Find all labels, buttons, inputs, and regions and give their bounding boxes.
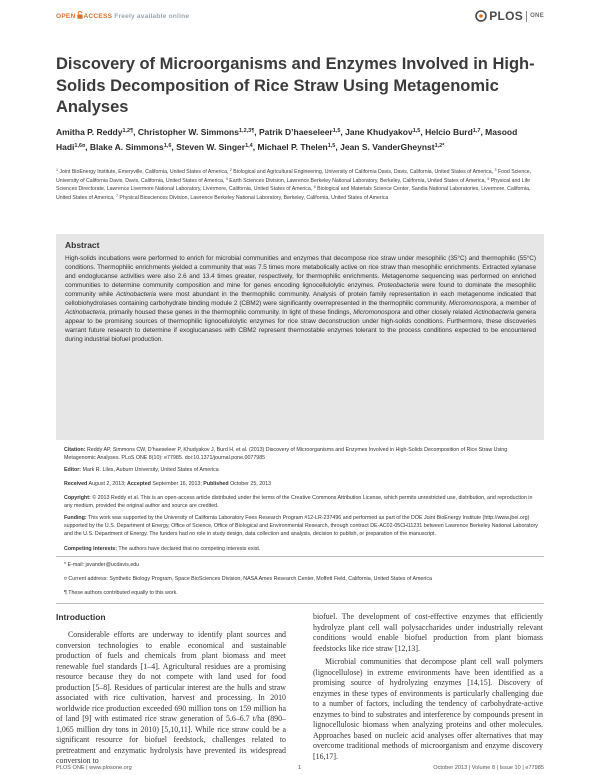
dates-note: Received August 2, 2013; Accepted September 16, 2013; Published October 25, 2013 — [64, 481, 272, 487]
freely-available-label: Freely available online — [114, 13, 190, 20]
one-wordmark: ONE — [530, 13, 544, 19]
affiliation-text: Physical and Life Sciences Directorate, Lawrence Livermore National Laboratory, Livermore, California, United States of America, — [56, 177, 531, 193]
open-access-banner — [56, 11, 189, 21]
affiliation-text: Biological and Agricultural Engineering, University of California Davis, Davis, California, United States of America, — [231, 169, 495, 175]
access-label: ACCESS — [83, 13, 113, 20]
affiliation-list — [56, 168, 544, 202]
editor-note: Editor: Mark R. Liles, Auburn University, United States of America — [64, 467, 219, 473]
journal-header-bar — [56, 9, 544, 25]
affiliation-text: Physical Biosciences Division, Lawrence Berkeley National Laboratory, Berkeley, California, United States of America — [117, 194, 389, 201]
author-name: Patrik D’haeseleer — [259, 127, 333, 137]
affiliation-text: Food Science, University of California Davis, Davis, California, United States of America, — [56, 169, 532, 184]
left-column — [56, 612, 286, 767]
author-name: Helcio Burd — [425, 127, 473, 137]
author-name: Blake A. Simmons — [89, 142, 164, 152]
author-name: Masood Hadi — [56, 127, 518, 152]
author-list: Amitha P. Reddy$^{1,2\P}$, Christopher W. Simmons$^{1,2,3\P}$, Patrik D’haeseleer$^{1,5}$, Jane Khudyakov$^{1,5}$, Helcio Burd$^{1,7}$, Masood Hadi$^{1,6¤}$, Blake A. Simmons$^{1,6}$, Steven W. Singer$^{1,4}$, Michael P. Thelen$^{1,5}$, Jean S. VanderGheynst$^{1,2*}$ — [56, 127, 518, 152]
article-title: Discovery of Microorganisms and Enzymes Involved in High-Solids Decomposition of Rice Straw Using Metagenomic Analyses — [56, 55, 535, 116]
meta-bottom-divider — [56, 603, 544, 604]
funding-note: Funding: This work was supported by the University of California Laboratory Fees Research Program #12-LR-237496 and performed as part of the DOE Joint BioEnergy Institute (http://www.jbei.org) supported by the U.S. Department of Energy, Office of Science, Office of Biological and Environmental Research, through contract DE-AC02-05CH11231 between Lawrence Berkeley National Laboratory and the U.S. Department of Energy. The funders had no role in study design, data collection and analysis, decision to publish, or preparation of the manuscript. — [64, 515, 538, 537]
competing-interests-note: Competing Interests: The authors have declared that no competing interests exist. — [64, 546, 261, 552]
page-footer — [56, 765, 544, 775]
abstract-text: High-solids incubations were performed to enrich for microbial communities and enzymes that decompose rice straw under mesophilic (35°C) and thermophilic (55°C) conditions. Thermophilic enrichments yielded a community that was 7.5 times more metabolically active on rice straw than mesophilic enrichments. Extracted xylanase and endoglucanse activities were also 2.6 and 13.4 times greater, respectively, for thermophilic enrichments. Metagenome sequencing was performed on enriched communities to determine community composition and mine for genes encoding lignocellulolytic enzymes. Proteobacteria were found to dominate the mesophilic community while Actinobacteria were most abundant in the thermophilic community. Analysis of protein family representation in each metagenome indicated that cellobiohydrolases containing carbohydrate binding module 2 (CBM2) were significantly overrepresented in the thermophilic community. Micromonospora, a member of Actinobacteria, primarily housed these genes in the thermophilic community. In light of these findings, Micromonospora and other closely related Actinobacteria genera appear to be promising sources of thermophilic lignocellulolytic enzymes for rice straw deconstruction under high-solids conditions. Furthermore, these discoveries warrant future research to determine if exoglucanases with CBM2 represent thermostable enzymes tolerant to the process conditions expected to be encountered during industrial biofuel production. — [65, 255, 537, 343]
right-column — [313, 612, 543, 762]
current-address-note: ¤ Current address: Synthetic Biology Program, Space BioSciences Division, NASA Ames Research Center, Moffett Field, California, United States of America — [64, 576, 432, 582]
open-lock-icon — [77, 11, 83, 21]
footer-journal: PLOS ONE | www.plosone.org — [56, 765, 132, 771]
author-affiliation-marker: 1,5 — [327, 143, 336, 149]
introduction-heading: Introduction — [56, 612, 106, 622]
intro-paragraph-3: Microbial communities that decompose plant cell wall polymers (lignocellulose) in extreme environments have been identified as a promising source of hydrolyzing enzymes [14,15]. Discovery of enzymes in these types of environments is particularly challenging due to a number of factors, including the tendency of carbohydrate-active enzymes to bind to substrates and interference by compounds present in lignocellulosic biomass when analyzing proteins and other molecules. Approaches based on nucleic acid analyses offer alternatives that may overcome traditional methods of microorganism and enzyme discovery [16,17]. — [313, 657, 543, 761]
abstract-box — [56, 234, 544, 440]
meta-divider — [56, 556, 544, 557]
author-affiliation-marker: 1,6 — [163, 143, 172, 149]
logo-divider — [526, 11, 527, 22]
copyright-note: Copyright: © 2013 Reddy et al. This is an open-access article distributed under the terms of the Creative Commons Attribution License, which permits unrestricted use, distribution, and reproduction in any medium, provided the original author and source are credited. — [64, 495, 533, 509]
author-affiliation-marker: 1,5 — [412, 128, 421, 134]
author-name: Amitha P. Reddy — [56, 127, 123, 137]
footer-issue: October 2013 | Volume 8 | Issue 10 | e77985 — [433, 765, 544, 771]
author-name: Jean S. VanderGheynst — [340, 142, 435, 152]
affiliation-number: 7 — [115, 193, 118, 198]
intro-paragraph-2: biofuel. The development of cost-effective enzymes that efficiently hydrolyze plant cell wall polysaccharides under industrially relevant conditions would enable biofuel production from plant biomass feedstocks like rice straw [12,13]. — [313, 612, 543, 653]
intro-paragraph-1: Considerable efforts are underway to identify plant sources and conversion technologies to enable economical and sustainable production of fuels and chemicals from plant biomass and meet renewable fuel standards [1–4]. Agricultural residues are a promising resource because they do not compete with land used for food production [5–8]. Residues of particular interest are the hulls and straw associated with rice cultivation, harvest and processing. In 2010 worldwide rice production exceeded 690 million tons on 159 million ha of land [9] with estimated rice straw generation of 5.6–6.7 t/ha (890–1,065 million dry tons in 2010) [5,10,11]. While rice straw could be a significant resource for biofuel feedstock, challenges related to pretreatment and enzymatic hydrolysis have prevented its widespread conversion to — [56, 630, 286, 765]
author-affiliation-marker: 1,5 — [332, 128, 341, 134]
author-affiliation-marker: 1,2* — [434, 143, 445, 149]
author-affiliation-marker: 1,6¤ — [74, 143, 86, 149]
affiliation-text: Biological and Materials Science Center, Sandia National Laboratories, Livermore, California, United States of America, — [56, 186, 531, 201]
plos-mark-icon — [475, 10, 487, 22]
affiliation-text: Earth Sciences Division, Lawrence Berkeley National Laboratory, Berkeley, California, United States of America, — [227, 177, 488, 184]
author-name: Steven W. Singer — [176, 142, 246, 152]
author-name: Michael P. Thelen — [257, 142, 328, 152]
open-access-label: OPEN — [56, 13, 76, 20]
citation-note: Citation: Reddy AP, Simmons CW, D’haeseleer P, Khudyakov J, Burd H, et al. (2013) Discovery of Microorganisms and Enzymes Involved in High-Solids Decomposition of Rice Straw Using Metagenomic Analyses. PLoS ONE 8(10): e77985. doi:10.1371/journal.pone.0077985 — [64, 447, 508, 461]
plos-one-logo — [475, 9, 544, 23]
affiliation-number: 1 — [56, 168, 58, 172]
author-affiliation-marker: 1,2¶ — [122, 128, 134, 134]
affiliation-number: 6 — [313, 185, 316, 190]
affiliation-number: 3 — [494, 168, 497, 172]
affiliation-number: 5 — [487, 176, 490, 181]
affiliation-text: Joint BioEnergy Institute, Emeryville, California, United States of America, — [58, 169, 230, 175]
abstract-heading: Abstract — [65, 240, 100, 250]
author-affiliation-marker: 1,2,3¶ — [238, 128, 255, 134]
author-name: Christopher W. Simmons — [137, 127, 239, 137]
author-affiliation-marker: 1,4 — [245, 143, 253, 149]
author-name: Jane Khudyakov — [345, 127, 413, 137]
footer-page-number: 1 — [298, 765, 302, 771]
author-affiliation-marker: 1,7 — [472, 128, 481, 134]
plos-wordmark: PLOS — [489, 9, 524, 23]
email-note: * E-mail: jsvander@ucdavis.edu — [64, 562, 140, 568]
affiliation-number: 2 — [229, 168, 232, 172]
equal-contribution-note: ¶ These authors contributed equally to this work. — [64, 590, 178, 596]
affiliation-number: 4 — [225, 176, 228, 181]
